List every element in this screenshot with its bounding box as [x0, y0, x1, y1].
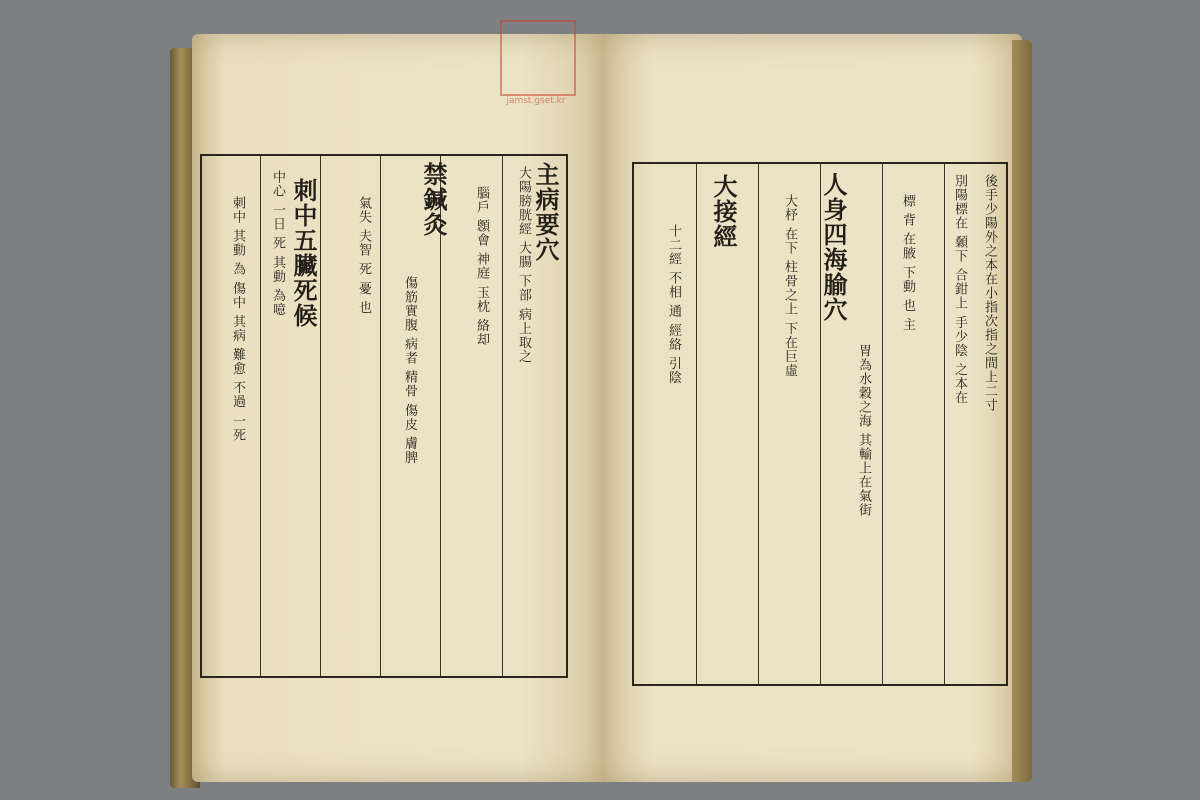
right-col-4-text: 胃為水穀之海 其輸上在氣街: [856, 344, 871, 518]
right-col-2-text: 別陽標在 顙下 合鉗上 手少陰 之本在: [952, 174, 967, 405]
library-seal-watermark: [500, 20, 576, 96]
right-col-4-heading: 人身四海腧穴: [819, 172, 848, 322]
left-page: [192, 34, 602, 782]
left-col-2-heading: 禁鍼灸: [419, 162, 448, 237]
right-col-1-text: 後手少陽外之本在小指次指之間上二寸: [982, 174, 997, 412]
watermark-caption: jamst.gset.kr: [506, 96, 566, 106]
right-text-frame: [632, 162, 1008, 686]
left-col-1-heading: 主病要穴: [531, 162, 560, 262]
left-col-5-text: 中心 一日 死 其動 為噫: [270, 170, 285, 317]
right-col-5-text: 大杼 在下 柱骨之上 下在巨虛: [782, 194, 797, 378]
left-col-6-text: 刺中 其動 為 傷中 其病 難愈 不過 一死: [230, 196, 245, 442]
open-book: [168, 26, 1036, 782]
right-col-6-text: 十二經 不相 通 經絡 引陰: [666, 224, 681, 385]
left-text-frame: [200, 154, 568, 678]
left-col-2-text: 腦戶 顖會 神庭 玉枕 絡却: [474, 186, 489, 347]
left-col-4-text: 氣失 夫智 死 憂 也: [356, 196, 371, 315]
right-col-3-text: 標 背 在腋 下動 也 主: [900, 194, 915, 332]
book-fore-edge: [1012, 40, 1032, 782]
right-col-6-heading: 大接經: [709, 174, 738, 249]
left-col-5-heading: 刺中五臟死候: [289, 178, 318, 328]
right-page: [602, 34, 1022, 782]
left-col-1-text: 大陽膀胱經 大腸 下部 病上取之: [516, 166, 531, 364]
left-col-3-text: 傷筋實腹 病者 精骨 傷皮 膚脾: [402, 276, 417, 465]
